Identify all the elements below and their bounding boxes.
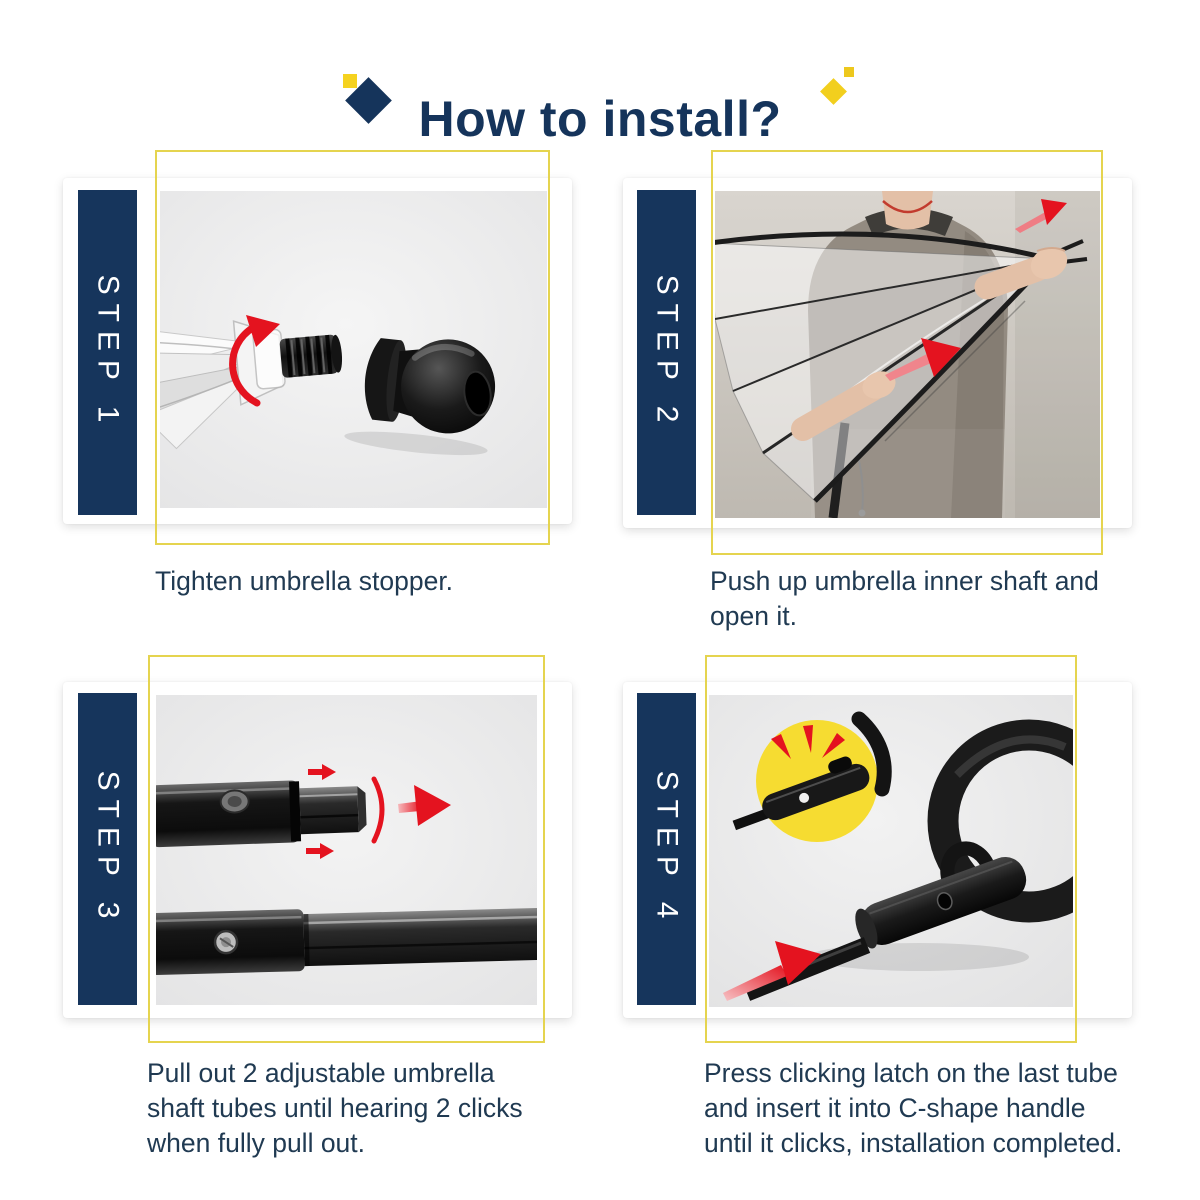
step-2-badge (637, 190, 696, 515)
step-3-yellow-frame (148, 655, 545, 1043)
step-4-label: STEP 4 (650, 770, 684, 928)
step-4-yellow-frame (705, 655, 1077, 1043)
step-4-caption: Press clicking latch on the last tube and insert it into C-shape handle until it clicks, installation completed. (704, 1058, 1123, 1158)
step-3-label: STEP 3 (91, 770, 125, 928)
step-1-label: STEP 1 (91, 274, 125, 431)
step-4-badge (637, 693, 696, 1005)
step-2-yellow-frame (711, 150, 1103, 555)
step-1-caption: Tighten umbrella stopper. (155, 566, 454, 596)
step-2-label: STEP 2 (650, 274, 684, 431)
step-3-badge (78, 693, 137, 1005)
step-3-caption: Pull out 2 adjustable umbrella shaft tubes until hearing 2 clicks when fully pull out. (147, 1058, 523, 1158)
step-1-badge (78, 190, 137, 515)
step-2-caption: Push up umbrella inner shaft and open it. (710, 566, 1099, 631)
step-1-yellow-frame (155, 150, 550, 545)
page-title: How to install? (418, 90, 782, 147)
